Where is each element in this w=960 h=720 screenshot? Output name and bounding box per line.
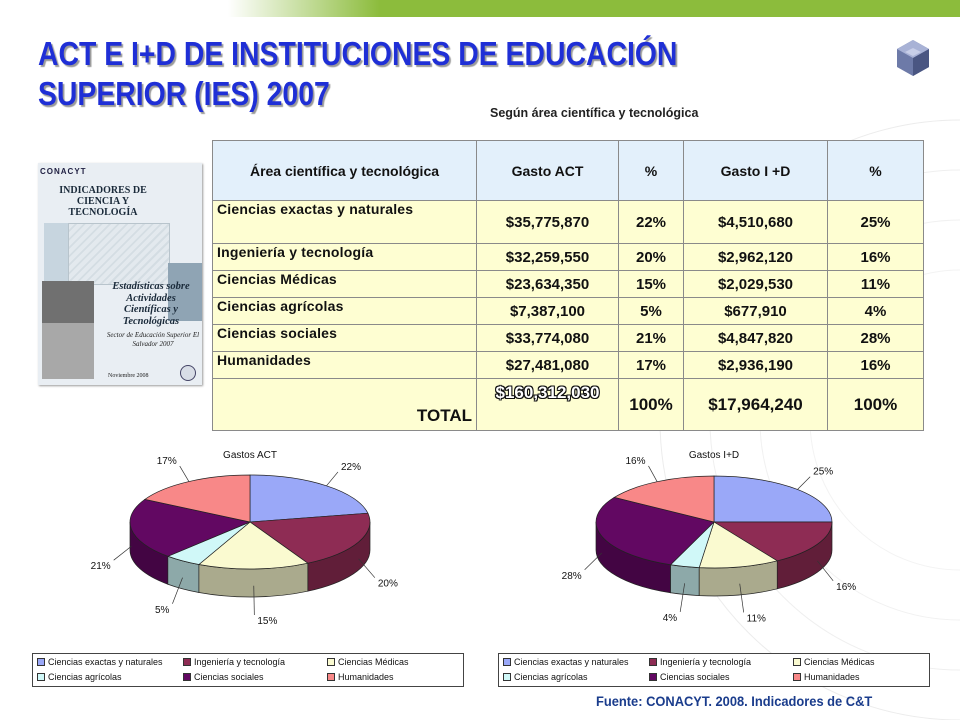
slice-label: 21% [90, 561, 111, 573]
table-row [213, 201, 924, 244]
leader-line [180, 466, 189, 481]
cell-act: $7,387,100 [477, 298, 619, 325]
legend-label: Ciencias sociales [660, 672, 730, 682]
slice-label: 11% [746, 613, 766, 625]
page-subtitle: Según área científica y tecnológica [490, 106, 699, 120]
legend-gastos-act [32, 653, 464, 687]
cell-act: $27,481,080 [477, 352, 619, 379]
slice-label: 15% [257, 615, 278, 627]
cell-act: $23,634,350 [477, 271, 619, 298]
slice-label: 22% [340, 461, 361, 473]
legend-label: Ciencias exactas y naturales [48, 657, 163, 667]
cell-act: $32,259,550 [477, 244, 619, 271]
slice-label: 17% [156, 456, 177, 468]
legend-item [503, 672, 588, 682]
legend-gastos-id [498, 653, 930, 687]
pie-slice [714, 476, 832, 522]
cell-id-pct: 4% [828, 298, 924, 325]
table-row [213, 352, 924, 379]
table-row [213, 325, 924, 352]
cell-act-pct: 15% [619, 271, 684, 298]
total-act [477, 379, 619, 431]
total-label: TOTAL [213, 379, 477, 431]
legend-label: Humanidades [338, 672, 394, 682]
cell-id: $2,936,190 [684, 352, 828, 379]
cell-id-pct: 16% [828, 352, 924, 379]
pie-slice-wall [671, 565, 700, 596]
legend-item [327, 657, 409, 667]
legend-label: Ciencias sociales [194, 672, 264, 682]
table-header-row [213, 141, 924, 201]
cell-act-pct: 17% [619, 352, 684, 379]
pie-chart-gastos-act [22, 440, 468, 652]
total-id-pct: 100% [828, 379, 924, 431]
page-title: ACT E I+D DE INSTITUCIONES DE EDUCACIÓN SUPERIOR (IES) 2007 [38, 35, 678, 112]
cell-id-pct: 16% [828, 244, 924, 271]
legend-swatch [183, 658, 191, 666]
cell-id: $4,510,680 [684, 201, 828, 244]
legend-item [37, 672, 122, 682]
legend-swatch [503, 673, 511, 681]
cell-area: Ciencias agrícolas [213, 298, 477, 325]
legend-item [503, 657, 629, 667]
cell-area: Ingeniería y tecnología [213, 244, 477, 271]
slice-label: 28% [561, 570, 582, 582]
cell-act-pct: 20% [619, 244, 684, 271]
cell-area: Humanidades [213, 352, 477, 379]
pie-chart-gastos-id [494, 440, 940, 652]
legend-label: Ingeniería y tecnología [660, 657, 752, 667]
cover-date: Noviembre 2008 [108, 373, 149, 379]
source-note: Fuente: CONACYT. 2008. Indicadores de C&T [596, 693, 873, 709]
legend-item [793, 672, 860, 682]
legend-label: Ciencias Médicas [804, 657, 875, 667]
seal-icon [180, 365, 196, 381]
leader-line [326, 472, 337, 486]
legend-swatch [327, 658, 335, 666]
legend-item [793, 657, 875, 667]
cell-id: $4,847,820 [684, 325, 828, 352]
legend-swatch [183, 673, 191, 681]
cover-photo [42, 281, 94, 323]
cell-act-pct: 5% [619, 298, 684, 325]
cell-id: $2,962,120 [684, 244, 828, 271]
total-id: $17,964,240 [684, 379, 828, 431]
slice-label: 25% [813, 466, 834, 478]
table-row [213, 298, 924, 325]
cell-id: $2,029,530 [684, 271, 828, 298]
cell-id-pct: 11% [828, 271, 924, 298]
report-cover-image [38, 163, 202, 385]
legend-label: Ciencias agrícolas [514, 672, 588, 682]
header-pct-act: % [619, 141, 684, 201]
cell-id-pct: 28% [828, 325, 924, 352]
table-total-row [213, 379, 924, 431]
legend-item [37, 657, 163, 667]
cell-area: Ciencias exactas y naturales [213, 201, 477, 244]
legend-item [649, 657, 751, 667]
legend-swatch [327, 673, 335, 681]
cover-block [44, 223, 68, 283]
slice-label: 20% [377, 578, 398, 590]
legend-item [183, 657, 285, 667]
expenditure-table [212, 140, 924, 431]
header-pct-id: % [828, 141, 924, 201]
table-row [213, 271, 924, 298]
legend-label: Ciencias agrícolas [48, 672, 122, 682]
cell-area: Ciencias Médicas [213, 271, 477, 298]
cube-logo-icon [895, 38, 931, 78]
leader-line [648, 466, 657, 482]
total-act-pct: 100% [619, 379, 684, 431]
legend-swatch [503, 658, 511, 666]
legend-item [649, 672, 730, 682]
slice-label: 16% [625, 455, 646, 467]
legend-label: Ciencias Médicas [338, 657, 409, 667]
cell-act-pct: 21% [619, 325, 684, 352]
chart-title: Gastos I+D [688, 450, 740, 461]
header-area: Área científica y tecnológica [213, 141, 477, 201]
legend-swatch [37, 673, 45, 681]
legend-label: Ciencias exactas y naturales [514, 657, 629, 667]
cell-area: Ciencias sociales [213, 325, 477, 352]
legend-swatch [793, 658, 801, 666]
total-act-value: $160,312,030 [495, 383, 600, 402]
cover-photo [42, 323, 94, 379]
cover-stat-title: Estadísticas sobre Actividades Científicas y Tecnológicas [112, 281, 190, 327]
slice-label: 16% [836, 581, 857, 593]
cell-id-pct: 25% [828, 201, 924, 244]
header-gasto-act: Gasto ACT [477, 141, 619, 201]
legend-label: Ingeniería y tecnología [194, 657, 286, 667]
cell-act: $33,774,080 [477, 325, 619, 352]
legend-label: Humanidades [804, 672, 860, 682]
legend-item [183, 672, 264, 682]
slice-label: 5% [154, 604, 170, 616]
cover-brand: CONACYT [40, 167, 87, 176]
slice-label: 4% [662, 612, 678, 624]
cover-stat-subtitle: Sector de Educación Superior El Salvador 2007 [106, 331, 200, 348]
legend-item [327, 672, 394, 682]
legend-swatch [649, 658, 657, 666]
cover-heading: INDICADORES DE CIENCIA Y TECNOLOGÍA [59, 185, 147, 218]
legend-swatch [649, 673, 657, 681]
legend-swatch [793, 673, 801, 681]
table-row [213, 244, 924, 271]
chart-title: Gastos ACT [223, 450, 277, 461]
cover-sketch [68, 223, 170, 285]
cell-act-pct: 22% [619, 201, 684, 244]
header-gasto-id: Gasto I +D [684, 141, 828, 201]
legend-swatch [37, 658, 45, 666]
cell-id: $677,910 [684, 298, 828, 325]
cell-act: $35,775,870 [477, 201, 619, 244]
leader-line [114, 546, 132, 560]
leader-line [797, 477, 810, 490]
